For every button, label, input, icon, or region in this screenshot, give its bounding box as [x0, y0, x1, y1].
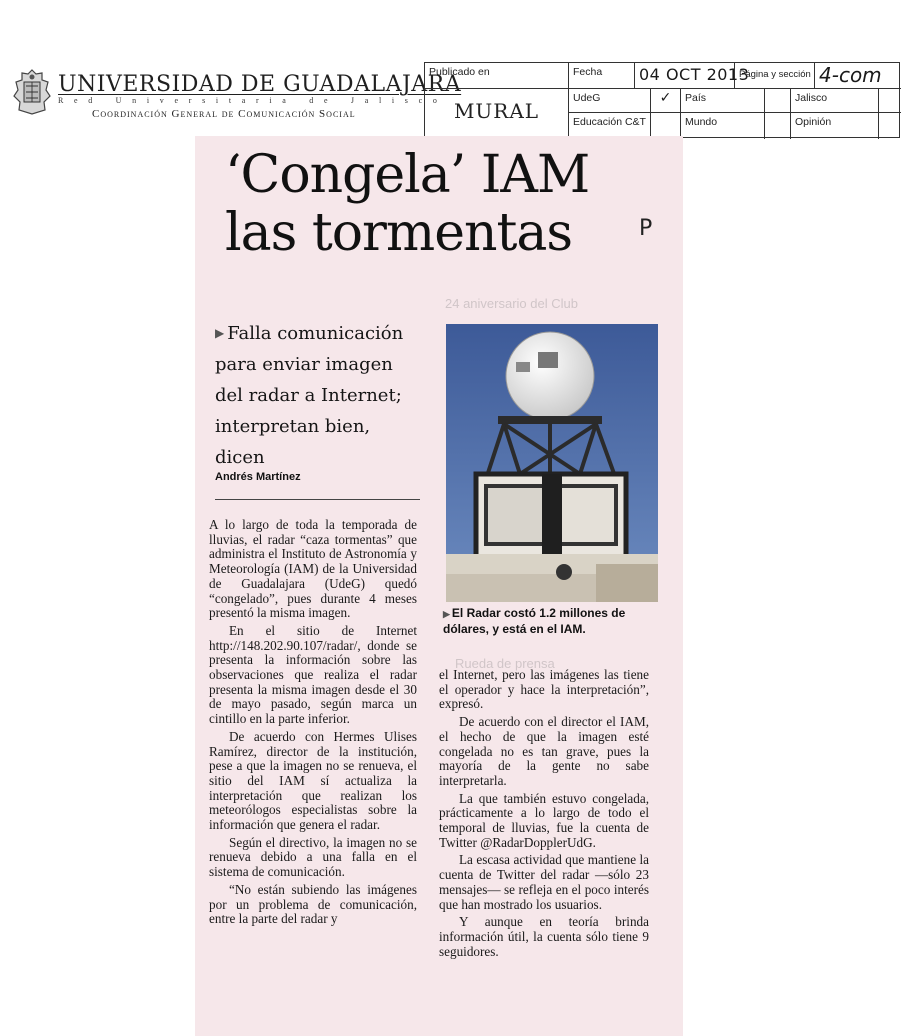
section-educacion: Educación C&T	[569, 113, 651, 139]
page-section-value: 4-com	[815, 63, 901, 89]
bleed-through-text: 24 aniversario del Club	[445, 296, 578, 311]
university-crest-icon	[12, 68, 52, 116]
paragraph: A lo largo de toda la temporada de lluvias, el radar “caza tormentas” que administra el Instituto de Astronomía y Meteorología (IAM) de la Universidad de Guadalajara (UdeG) quedó “congelado”, pues durante 4 meses presentó la misma imagen.	[209, 517, 417, 621]
newspaper-logo: MURAL	[453, 99, 540, 123]
article-column-2	[439, 668, 649, 962]
headline-line-2: las tormentas	[225, 203, 573, 263]
section-udeg-checkmark: ✓	[651, 89, 681, 113]
paragraph: el Internet, pero las imágenes las tiene el operador y hace la interpretación”, expresó.	[439, 667, 649, 712]
bullet-arrow-icon: ▶	[215, 326, 225, 340]
date-label: Fecha	[569, 63, 635, 89]
paragraph: De acuerdo con el director el IAM, el hecho de que la imagen esté congelada no es tan grave, pues la mayoría de la gente no sabe interpretarla.	[439, 714, 649, 788]
section-opinion: Opinión	[791, 113, 879, 139]
bleed-through-text: Rueda de prensa	[455, 656, 555, 671]
university-name: UNIVERSIDAD DE GUADALAJARA	[58, 72, 462, 97]
coordination-line: Coordinación General de Comunicación Social	[92, 108, 356, 120]
section-jalisco-box	[879, 89, 901, 113]
paragraph: En el sitio de Internet http://148.202.90.107/radar/, donde se presenta la información sobre las observaciones que realiza el radar presenta la misma imagen desde el 30 de mayo pasado, según marca un cintillo en la parte inferior.	[209, 622, 417, 727]
section-mundo: Mundo	[681, 113, 765, 139]
newspaper-clipping	[195, 136, 683, 1036]
paragraph: Y aunque en teoría brinda información útil, la cuenta sólo tiene 9 seguidores.	[439, 914, 649, 959]
photo-caption	[443, 606, 663, 637]
article-headline	[225, 146, 675, 262]
article-column-1	[209, 518, 417, 930]
radar-tower-photo	[446, 324, 658, 602]
paragraph: La que también estuvo congelada, prácticamente a lo largo de todo el temporal de lluvias, fue la cuenta de Twitter @RadarDopplerUdG.	[439, 790, 649, 850]
paragraph: La escasa actividad que mantiene la cuenta de Twitter del radar —sólo 23 mensajes— se refleja en el poco interés que han mostrado los usuarios.	[439, 852, 649, 912]
network-line: Red Universitaria de Jalisco	[58, 96, 448, 105]
handwritten-mark: P	[639, 216, 653, 241]
section-udeg: UdeG	[569, 89, 651, 113]
section-opinion-box	[879, 113, 901, 139]
section-pais-box	[765, 89, 791, 113]
article-author: Andrés Martínez	[215, 471, 301, 483]
published-in-label: Publicado en	[425, 63, 569, 89]
article-subhead	[215, 318, 425, 473]
section-mundo-box	[765, 113, 791, 139]
page-section-label: Página y sección	[735, 63, 815, 89]
date-value: 04 OCT 2013	[635, 63, 735, 89]
section-pais: País	[681, 89, 765, 113]
caption-text: El Radar costó 1.2 millones de dólares, y está en el IAM.	[443, 606, 626, 636]
headline-line-1: ‘Congela’ IAM	[225, 145, 590, 205]
paragraph: “No están subiendo las imágenes por un problema de comunicación, entre la parte del radar y	[209, 881, 417, 927]
caption-arrow-icon: ▶	[443, 609, 450, 619]
paragraph: Según el directivo, la imagen no se renueva debido a una falla en el sistema de comunicación.	[209, 834, 417, 880]
newspaper-name	[425, 89, 569, 139]
section-jalisco: Jalisco	[791, 89, 879, 113]
author-divider	[215, 499, 420, 500]
subhead-text: Falla comunicación para enviar imagen del radar a Internet; interpretan bien, dicen	[215, 323, 404, 468]
paragraph: De acuerdo con Hermes Ulises Ramírez, director de la institución, pese a que la imagen no se renueva, el sitio del IAM sí actualiza la interpretación que realizan los meteorólogos especialistas sobre la información que genera el radar.	[209, 728, 417, 833]
publication-info-table	[424, 62, 900, 138]
